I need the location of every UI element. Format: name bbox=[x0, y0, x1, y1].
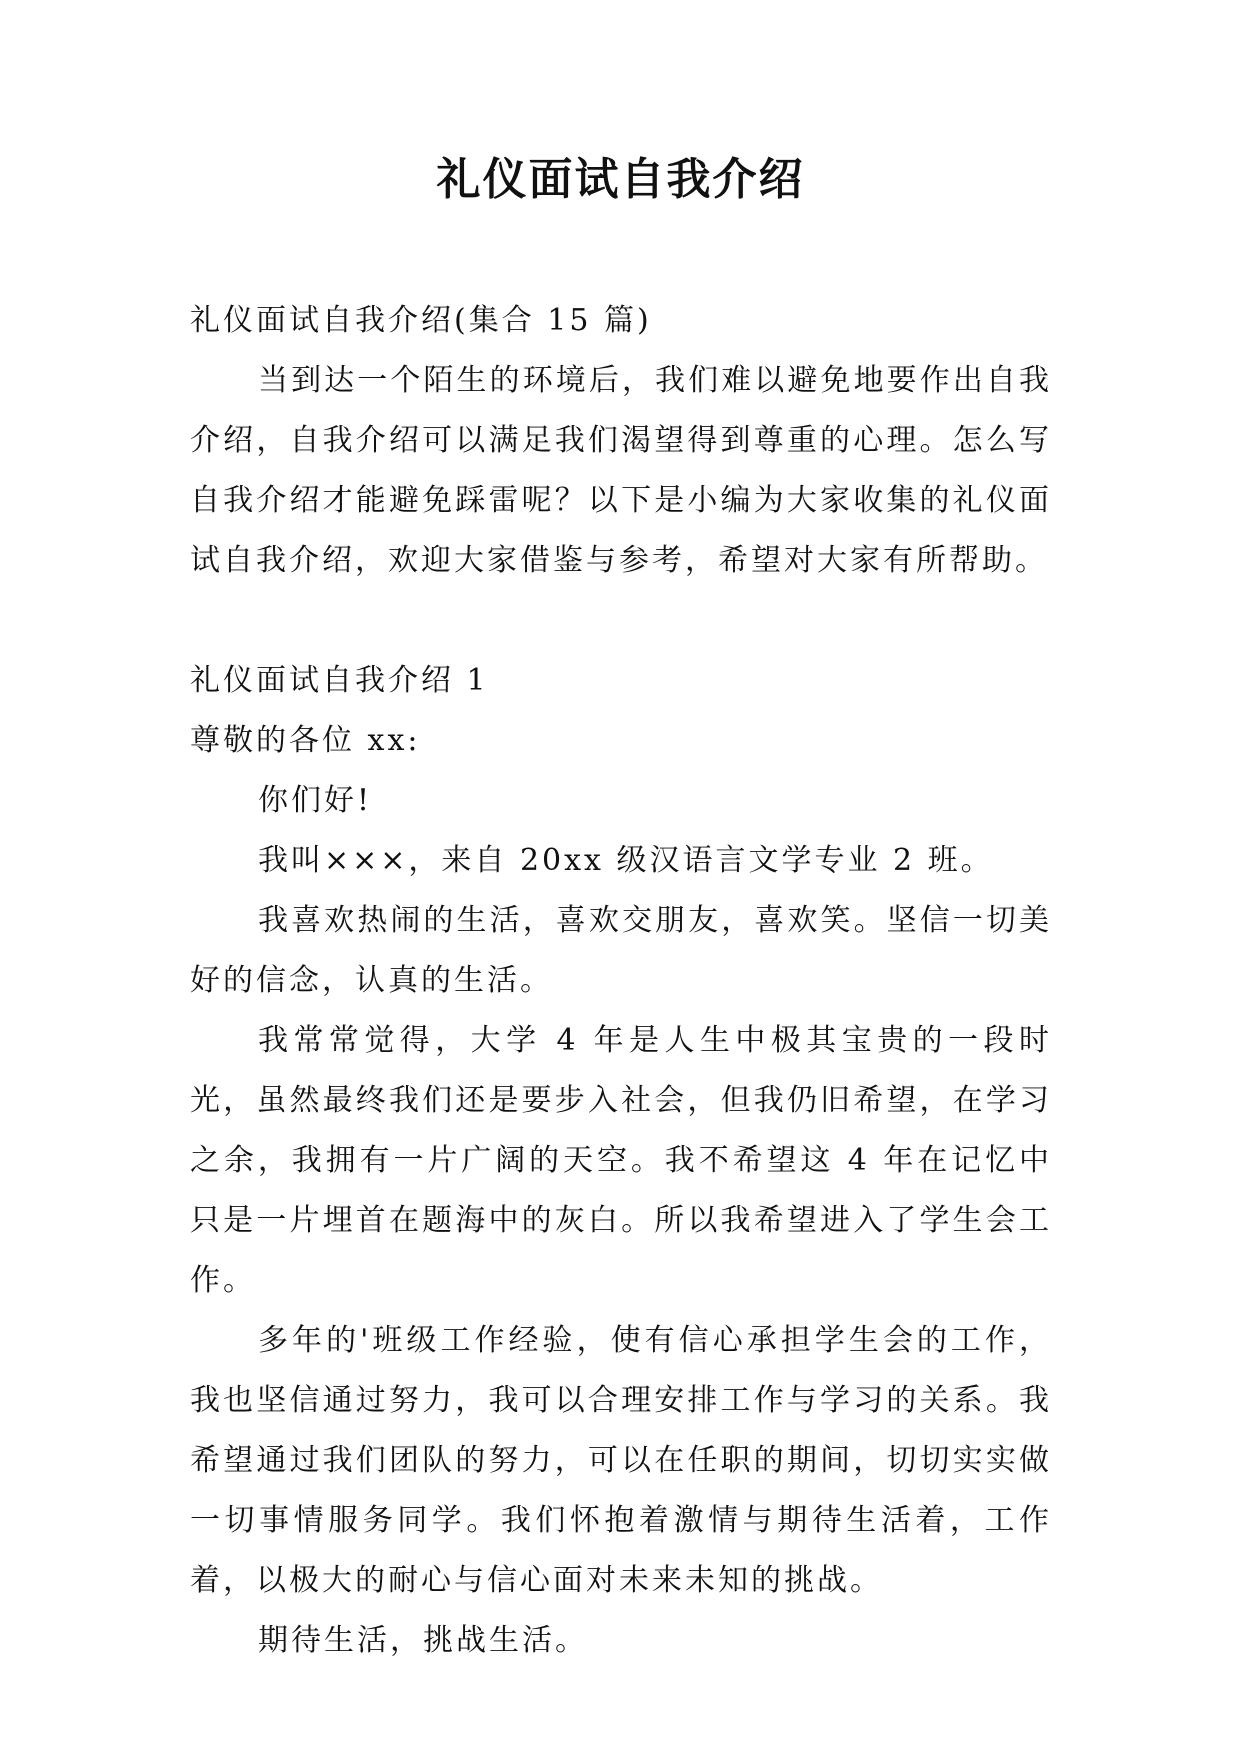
body-paragraph: 多年的'班级工作经验，使有信心承担学生会的工作，我也坚信通过努力，我可以合理安排工作与学习的关系。我希望通过我们团队的努力，可以在任职的期间，切切实实做一切事情服务同学。我们怀抱着激情与期待生活着，工作着，以极大的耐心与信心面对未来未知的挑战。 bbox=[190, 1323, 1052, 1598]
document-body bbox=[190, 291, 1052, 1671]
section-heading: 礼仪面试自我介绍 1 bbox=[190, 663, 489, 698]
document-subtitle: 礼仪面试自我介绍(集合 15 篇) bbox=[190, 303, 652, 338]
body-paragraph: 我喜欢热闹的生活，喜欢交朋友，喜欢笑。坚信一切美好的信念，认真的生活。 bbox=[190, 903, 1052, 998]
page-title: 礼仪面试自我介绍 bbox=[436, 154, 805, 205]
intro-paragraph: 当到达一个陌生的环境后，我们难以避免地要作出自我介绍，自我介绍可以满足我们渴望得到尊重的心理。怎么写自我介绍才能避免踩雷呢？以下是小编为大家收集的礼仪面试自我介绍，欢迎大家借鉴与参考，希望对大家有所帮助。 bbox=[190, 363, 1052, 578]
salutation: 尊敬的各位 xx: bbox=[190, 723, 421, 758]
body-paragraph: 你们好! bbox=[258, 783, 373, 818]
body-paragraph: 我常常觉得，大学 4 年是人生中极其宝贵的一段时光，虽然最终我们还是要步入社会，但我仍旧希望，在学习之余，我拥有一片广阔的天空。我不希望这 4 年在记忆中只是一片埋首在题海中的灰白。所以我希望进入了学生会工作。 bbox=[190, 1023, 1052, 1298]
body-paragraph: 期待生活，挑战生活。 bbox=[258, 1623, 588, 1658]
paragraph-gap bbox=[190, 591, 1052, 651]
body-paragraph: 我叫×××，来自 20xx 级汉语言文学专业 2 班。 bbox=[258, 843, 994, 878]
